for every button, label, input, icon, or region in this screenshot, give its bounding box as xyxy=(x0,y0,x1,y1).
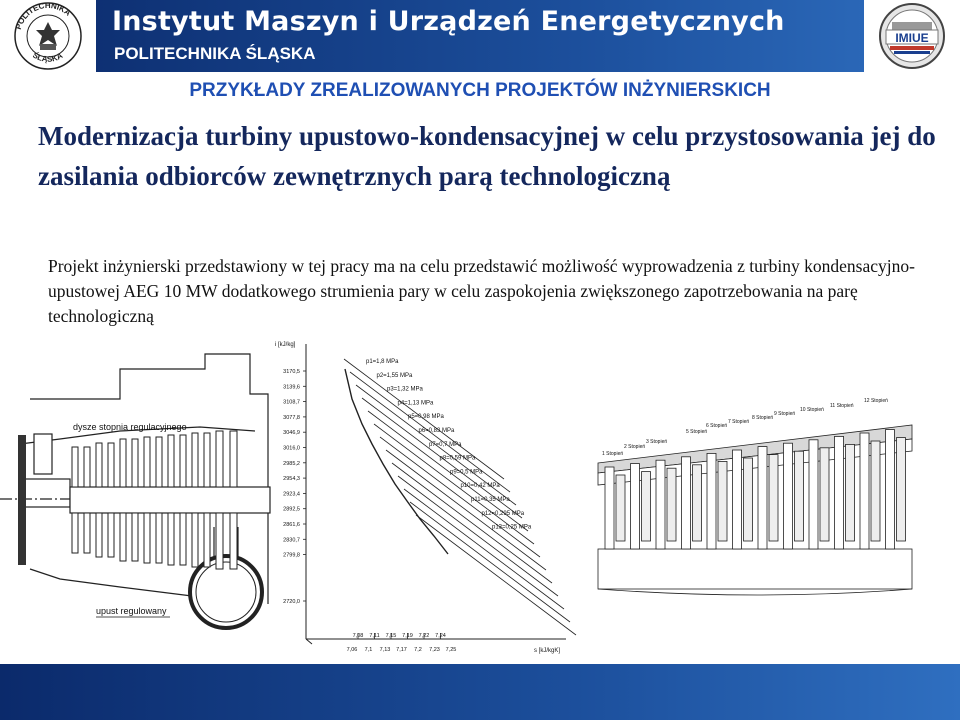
stage-label: 9 Stopień xyxy=(774,411,796,417)
s-tick-label: 7,25 xyxy=(445,647,457,653)
footer-bar xyxy=(0,664,960,720)
h-tick-label: 2799,8 xyxy=(283,552,300,559)
h-tick-label: 3077,8 xyxy=(283,414,300,421)
s-tick-label: 7,08 xyxy=(352,633,364,639)
turbine-cross-section xyxy=(0,354,270,628)
h-tick xyxy=(283,599,306,605)
turbine-casing-left xyxy=(18,435,26,565)
blade xyxy=(820,448,829,541)
h-axis-ticks xyxy=(283,369,306,605)
h-tick xyxy=(283,430,306,436)
blade xyxy=(871,441,880,541)
blade xyxy=(605,467,614,549)
section-title: PRZYKŁADY ZREALIZOWANYCH PROJEKTÓW INŻYNIERSKICH xyxy=(189,80,771,101)
isobar xyxy=(398,476,558,596)
pressure-label: p1=1,8 MPa xyxy=(366,359,399,365)
pressure-label: p5=0,98 MPa xyxy=(408,414,444,421)
blade xyxy=(631,464,640,549)
s-tick-label: 7,1 xyxy=(364,647,373,653)
s-tick-label: 7,17 xyxy=(396,647,407,653)
h-tick-label: 2830,7 xyxy=(283,537,300,544)
institute-title: Instytut Maszyn i Urządzeń Energetycznych xyxy=(112,6,785,37)
stage-label: 6 Stopień xyxy=(706,423,728,429)
h-tick xyxy=(283,491,306,497)
blade xyxy=(642,472,651,541)
blade xyxy=(682,457,691,549)
s-tick-label: 7,11 xyxy=(369,633,380,639)
h-tick-label: 2954,3 xyxy=(283,476,300,483)
institute-logo-text: IMIUE xyxy=(895,31,929,45)
blade xyxy=(846,444,855,541)
blade xyxy=(758,447,767,549)
isobar xyxy=(416,515,576,635)
h-tick-label: 3139,6 xyxy=(283,384,300,391)
blade xyxy=(886,430,895,549)
s-axis-label: s [kJ/kgK] xyxy=(534,648,561,654)
isobar xyxy=(392,463,552,583)
institute-logo xyxy=(864,0,960,72)
blade xyxy=(744,458,753,541)
stage-label: 11 Stopień xyxy=(830,403,854,409)
blade xyxy=(656,460,665,549)
h-tick xyxy=(283,446,306,452)
svg-text:POLITECHNIKA: POLITECHNIKA xyxy=(13,0,73,31)
stage-label: 3 Stopień xyxy=(646,439,668,445)
stage-label: 12 Stopień xyxy=(864,398,888,404)
stage-label: 10 Stopień xyxy=(800,407,824,413)
isobar xyxy=(410,502,570,622)
s-tick-label: 7,13 xyxy=(379,647,391,653)
s-tick-label: 7,23 xyxy=(429,647,440,653)
h-tick xyxy=(283,369,306,375)
h-tick-label: 2892,5 xyxy=(283,506,300,513)
s-tick-label: 7,19 xyxy=(402,633,413,639)
s-tick-label: 7,15 xyxy=(385,633,397,639)
blade xyxy=(860,433,869,549)
blade xyxy=(769,455,778,541)
isobar-lines xyxy=(344,359,576,635)
h-tick xyxy=(283,476,306,482)
h-tick-label: 3016,0 xyxy=(283,445,300,452)
pressure-label: p9=0,5 MPa xyxy=(450,469,483,476)
blade xyxy=(784,443,793,549)
h-tick xyxy=(283,400,306,406)
hs-diagram xyxy=(306,344,566,644)
pressure-label: p7=0,7 MPa xyxy=(429,441,462,448)
s-tick-label: 7,2 xyxy=(414,647,422,653)
stage-label: 5 Stopień xyxy=(686,429,708,435)
isobar xyxy=(404,489,564,609)
university-name: POLITECHNIKA ŚLĄSKA xyxy=(114,44,316,63)
h-tick xyxy=(283,461,306,467)
h-tick xyxy=(283,507,306,513)
pressure-label: p3=1,32 MPa xyxy=(387,386,423,393)
h-tick-label: 3170,5 xyxy=(283,369,300,375)
stage-label: 7 Stopień xyxy=(728,419,750,425)
pressure-label: p10=0,42 MPa xyxy=(460,483,500,490)
pressure-label: p6=0,83 MPa xyxy=(418,428,455,434)
blade xyxy=(733,450,742,549)
blade xyxy=(795,451,804,541)
h-tick-label: 2720,0 xyxy=(283,599,300,605)
stage-label: 8 Stopień xyxy=(752,415,774,421)
blade xyxy=(707,453,716,549)
h-tick xyxy=(283,553,306,559)
h-tick-label: 2861,6 xyxy=(283,522,300,528)
blade xyxy=(897,438,906,541)
svg-text:ŚLĄSKA: ŚLĄSKA xyxy=(31,50,65,64)
blade xyxy=(809,440,818,549)
pressure-label: p4=1,13 MPa xyxy=(397,400,434,407)
blade xyxy=(718,461,727,541)
expansion-line xyxy=(345,369,448,554)
stage-label: 2 Stopień xyxy=(624,444,646,450)
h-tick-label: 3108,7 xyxy=(283,399,300,406)
blade xyxy=(835,436,844,549)
project-title: Modernizacja turbiny upustowo-kondensacyjnej w celu przystosowania jej do zasilania odbiorców zewnętrznych parą technologiczną xyxy=(38,121,936,191)
h-tick-label: 2923,4 xyxy=(283,491,300,498)
pressure-label: p2=1,55 MPa xyxy=(376,372,413,379)
turbine-label-bottom: upust regulowany xyxy=(96,606,167,616)
pressure-label: p12=0,295 MPa xyxy=(481,510,525,517)
h-tick xyxy=(283,522,306,528)
h-tick-label: 2985,2 xyxy=(283,460,300,467)
s-axis-ticks xyxy=(347,633,457,653)
h-tick-label: 3046,9 xyxy=(283,430,300,437)
h-tick xyxy=(283,415,306,421)
technical-figure xyxy=(0,339,960,664)
s-tick-label: 7,06 xyxy=(346,647,358,653)
h-tick xyxy=(283,384,306,390)
s-tick-label: 7,24 xyxy=(435,633,446,639)
s-tick-label: 7,22 xyxy=(418,633,430,639)
turbine-label-top: dysze stopnia regulacyjnego xyxy=(73,422,187,432)
blade xyxy=(616,475,625,541)
project-description: Projekt inżynierski przedstawiony w tej pracy ma na celu przedstawić możliwość wyprowadzenia z turbiny kondensacyjno-upustowej AEG 10 MW dodatkowego strumienia pary w celu zaspokojenia zwiększonego zapotrzebowania na parę technologiczną xyxy=(48,256,915,326)
university-logo xyxy=(0,0,96,72)
h-axis-label: i [kJ/kg] xyxy=(275,342,296,348)
h-tick xyxy=(283,537,306,543)
pressure-label: p11=0,35 MPa xyxy=(471,497,510,503)
stage-label: 1 Stopień xyxy=(602,451,624,457)
pressure-label: p13=0,25 MPa xyxy=(492,524,532,531)
blade xyxy=(667,468,676,541)
pressure-label: p8=0,59 MPa xyxy=(439,455,476,462)
blade xyxy=(693,465,702,541)
